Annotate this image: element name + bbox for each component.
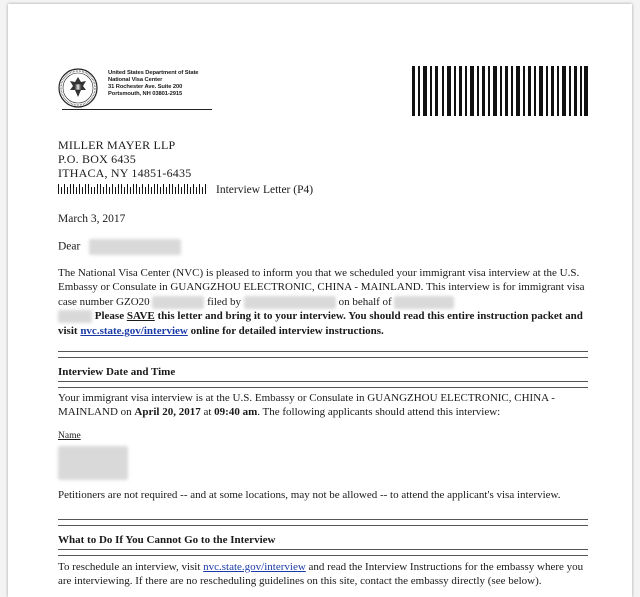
recipient-address xyxy=(58,138,191,180)
sender-line-4: Portsmouth, NH 03801-2915 xyxy=(108,91,183,97)
section-divider xyxy=(58,519,588,526)
filed-by-text: filed by xyxy=(207,295,242,308)
interview-location-text: Your immigrant visa interview is at the U.S. Embassy or Consulate in GUANGZHOU ELECTRONIC, CHINA - MAINLAND on xyxy=(58,392,555,419)
sender-line-1: United States Department of State xyxy=(108,70,199,76)
sender-address xyxy=(108,70,198,98)
section-title-cannot-attend: What to Do If You Cannot Go to the Interview xyxy=(58,534,276,546)
section-divider xyxy=(58,549,588,556)
barcode-icon xyxy=(412,66,588,116)
nvc-reschedule-link[interactable]: nvc.state.gov/interview xyxy=(203,561,306,573)
redacted-recipient-name xyxy=(89,239,181,255)
intro-text: The National Visa Center (NVC) is pleased to inform you that we scheduled your immigrant visa interview at the U.S. Embassy or Consulate in GUANGZHOU ELECTRONIC, CHINA - MAINLAND. This interview is for immigrant visa case number GZO20 xyxy=(58,267,585,308)
interview-letter-page xyxy=(8,4,632,597)
at-text: at xyxy=(203,406,212,419)
redacted-beneficiary-cont xyxy=(58,310,92,323)
state-department-seal-icon xyxy=(58,68,98,108)
recipient-line-3: ITHACA, NY 14851-6435 xyxy=(58,166,192,180)
nvc-interview-link[interactable]: nvc.state.gov/interview xyxy=(80,324,188,337)
petitioners-note: Petitioners are not required -- and at some locations, may not be allowed -- to attend the applicant's visa interview. xyxy=(58,489,561,501)
recipient-line-2: P.O. BOX 6435 xyxy=(58,152,136,166)
section-divider xyxy=(58,381,588,388)
interview-date: April 20, 2017 xyxy=(134,406,201,419)
sender-line-2: National Visa Center xyxy=(108,77,163,83)
letter-date: March 3, 2017 xyxy=(58,213,126,225)
online-instructions-text: online for detailed interview instructions. xyxy=(190,324,384,337)
on-behalf-text: on behalf of xyxy=(338,295,392,308)
applicant-name-label: Name xyxy=(58,431,81,441)
section-divider xyxy=(58,351,588,358)
save-emphasis: SAVE xyxy=(126,310,155,323)
redacted-petitioner xyxy=(244,296,336,309)
sender-line-3: 31 Rochester Ave. Suite 200 xyxy=(108,84,183,90)
interview-date-paragraph xyxy=(58,391,588,420)
redacted-beneficiary xyxy=(394,296,454,309)
recipient-line-1: MILLER MAYER LLP xyxy=(58,138,176,152)
salutation-label: Dear xyxy=(58,240,81,253)
save-instruction-text: this letter and bring it to your interview. You should read this entire instruction packet and visit xyxy=(58,310,583,337)
applicants-text: . The following applicants should attend this interview: xyxy=(257,406,501,419)
reschedule-text-2: and read the Interview Instructions for the embassy where you are interviewing. If there are no rescheduling guidelines on this site, contact the embassy directly (see below). xyxy=(58,561,584,588)
please-text: Please xyxy=(94,310,125,323)
section-title-interview-date: Interview Date and Time xyxy=(58,366,176,378)
document-title: Interview Letter (P4) xyxy=(216,184,314,196)
sender-divider xyxy=(62,109,212,110)
intro-paragraph xyxy=(58,266,588,338)
salutation xyxy=(58,239,181,255)
reschedule-text: To reschedule an interview, visit xyxy=(58,561,201,573)
interview-time: 09:40 am xyxy=(214,406,258,419)
postal-barcode-icon xyxy=(58,184,208,194)
redacted-case-number xyxy=(152,296,204,309)
reschedule-paragraph xyxy=(58,560,588,589)
redacted-applicant-name xyxy=(58,446,128,480)
